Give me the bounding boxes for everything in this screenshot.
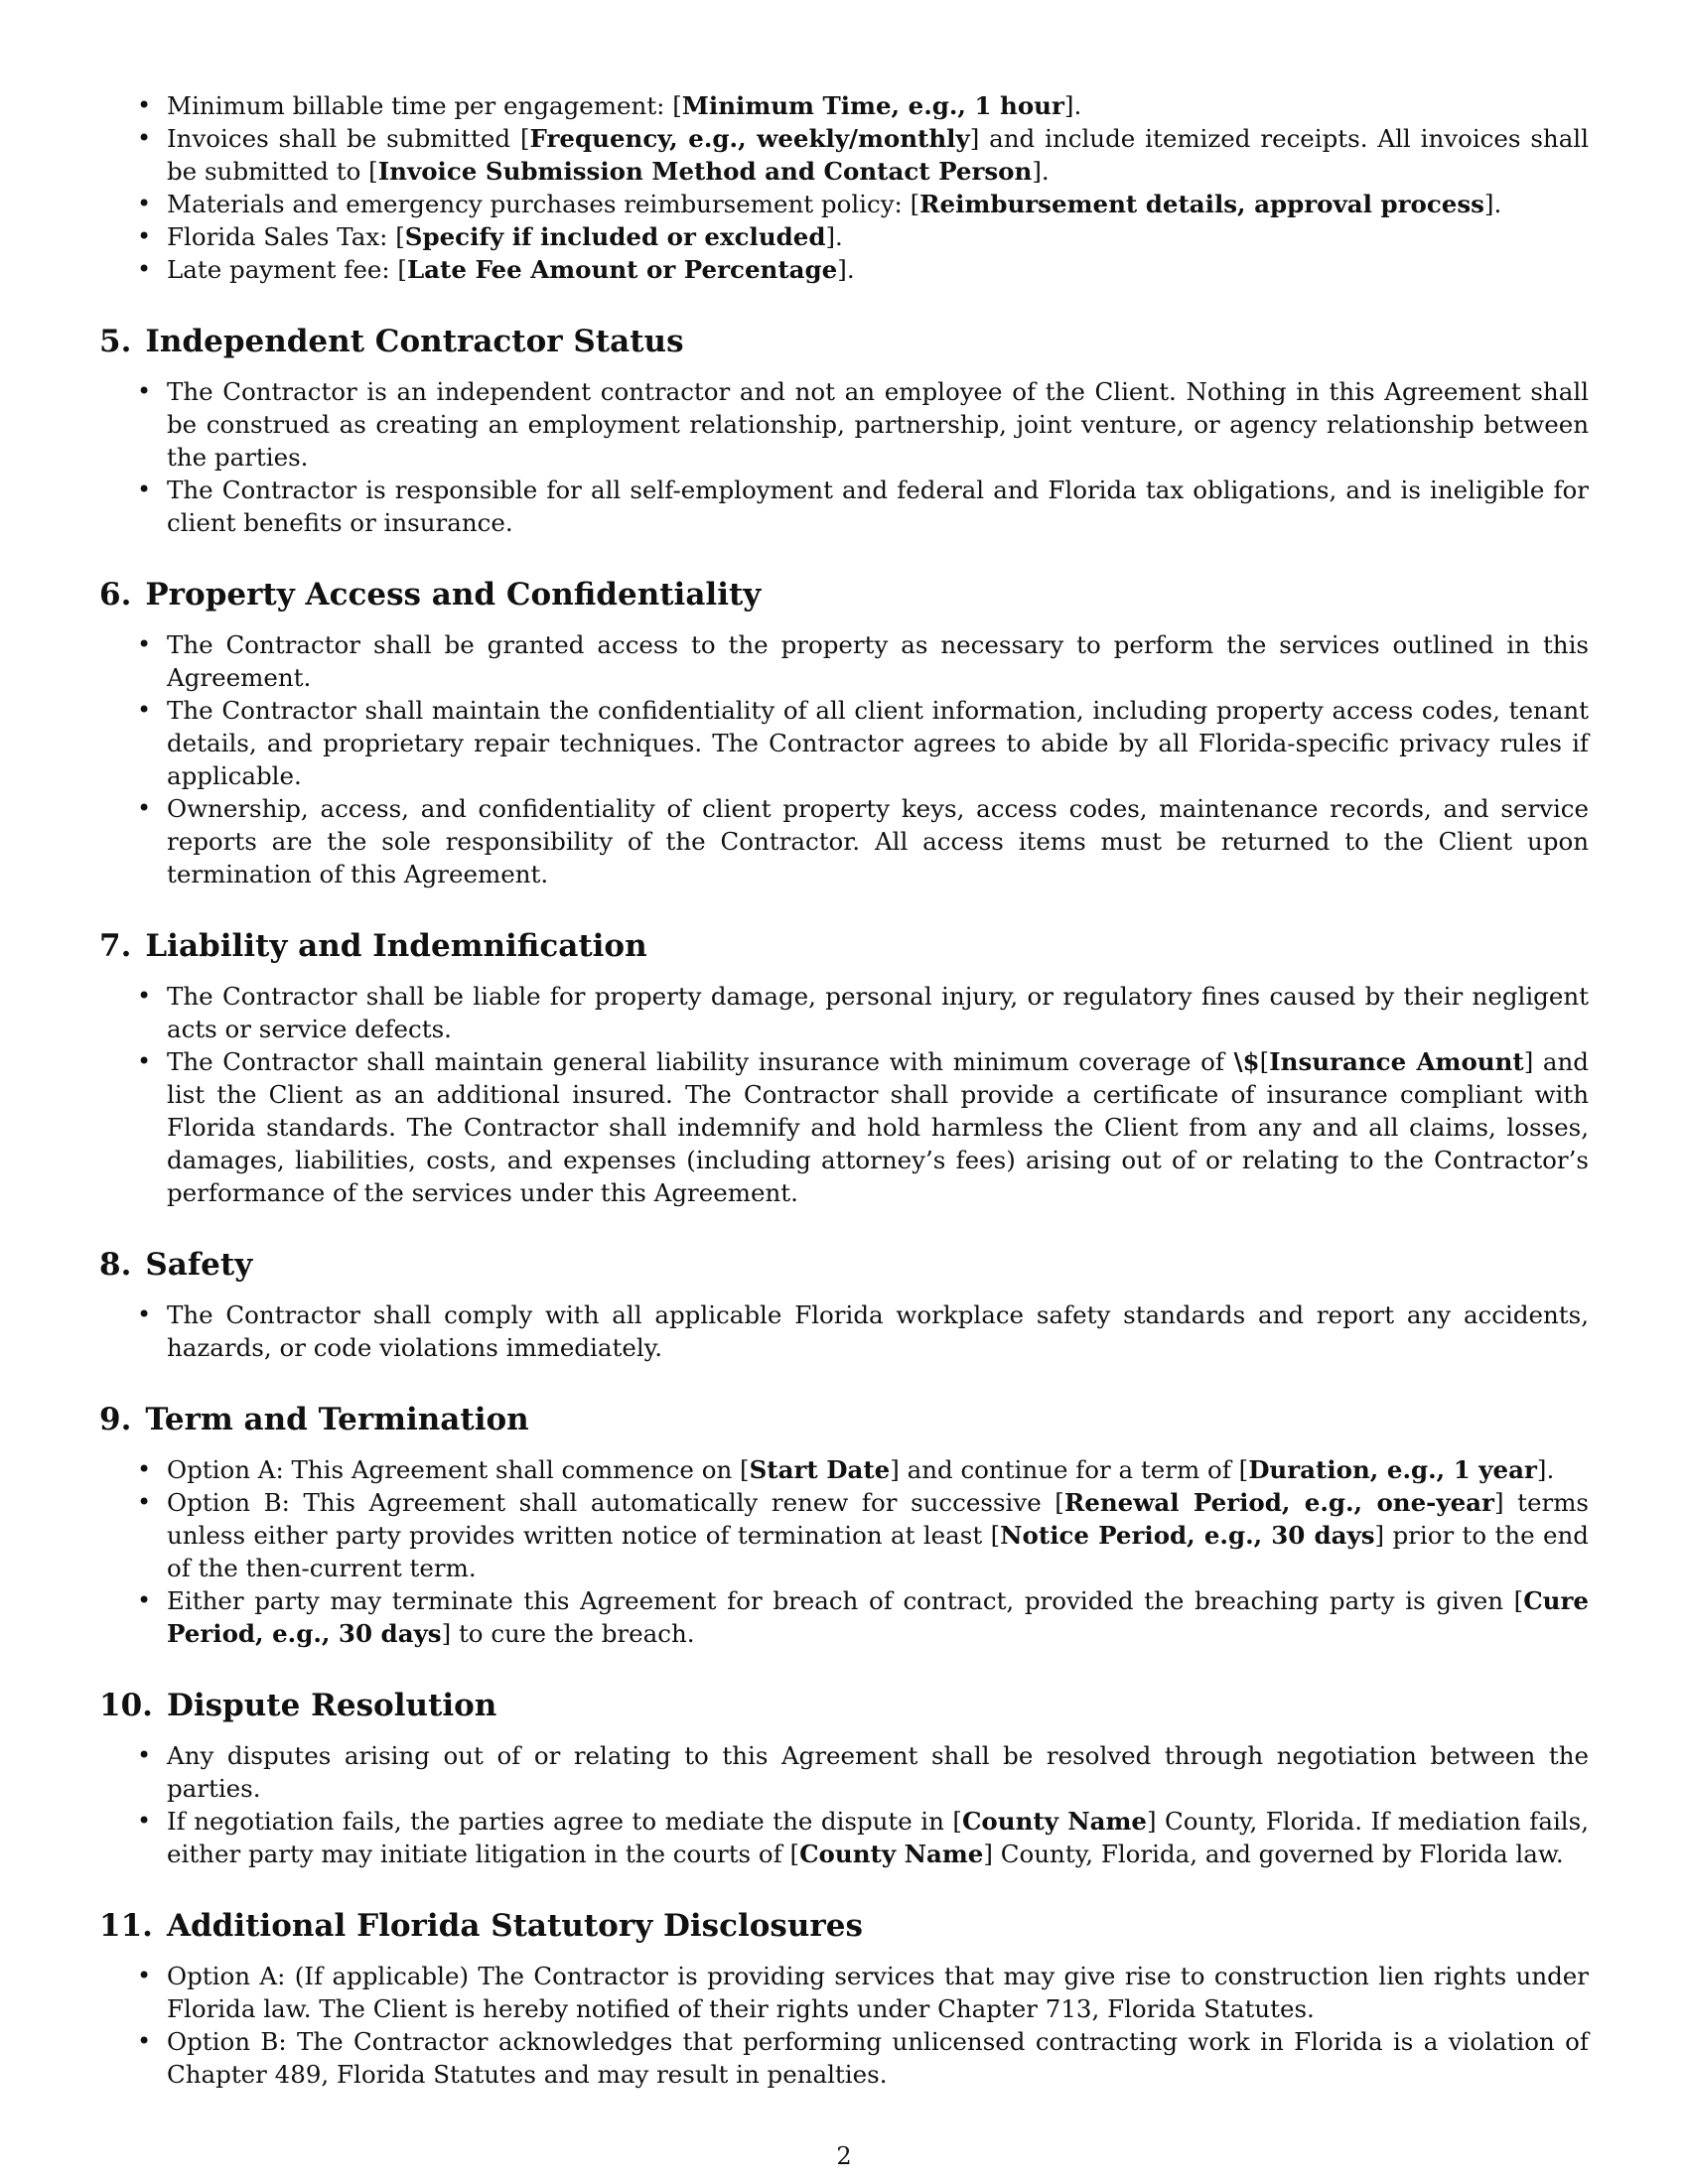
- list-item: • Option A: (If applicable) The Contractor is providing services that may give rise to construction lien rights under Florida law. The Client is hereby notified of their rights under Chapter 713, Florida Statutes.: [99, 1960, 1589, 2025]
- section-list: [99, 980, 1589, 1209]
- placeholder-field: Invoice Submission Method and Contact Person: [377, 157, 1033, 186]
- section-heading: [99, 575, 1589, 614]
- section-title: Safety: [145, 1247, 253, 1283]
- section-title: Liability and Indemnification: [145, 928, 647, 964]
- section-heading: [99, 322, 1589, 361]
- section-list: [99, 1739, 1589, 1870]
- placeholder-field: Cure Period, e.g., 30 days: [167, 1586, 1589, 1648]
- placeholder-field: Frequency, e.g., weekly/monthly: [529, 124, 970, 153]
- section: [99, 1400, 1589, 1650]
- section-list: [99, 1453, 1589, 1650]
- list-item: • The Contractor is responsible for all self-employment and federal and Florida tax obligations, and is ineligible for client benefits or insurance.: [99, 474, 1589, 539]
- section-number: 6.: [99, 577, 132, 613]
- section-title: Additional Florida Statutory Disclosures: [166, 1908, 863, 1944]
- placeholder-field: Late Fee Amount or Percentage: [406, 255, 838, 284]
- list-item: • Option A: This Agreement shall commence on [Start Date] and continue for a term of [Duration, e.g., 1 year].: [99, 1453, 1589, 1486]
- section-heading: [99, 1906, 1589, 1946]
- list-item: • Any disputes arising out of or relating to this Agreement shall be resolved through negotiation between the parties.: [99, 1739, 1589, 1805]
- section: [99, 926, 1589, 1209]
- list-item: • The Contractor shall maintain general liability insurance with minimum coverage of \$[Insurance Amount] and list the Client as an additional insured. The Contractor shall provide a certificate of insurance compliant with Florida standards. The Contractor shall indemnify and hold harmless the Client from any and all claims, losses, damages, liabilities, costs, and expenses (including attorney’s fees) arising out of or relating to the Contractor’s performance of the services under this Agreement.: [99, 1045, 1589, 1209]
- placeholder-field: Insurance Amount: [1269, 1047, 1524, 1076]
- section-heading: [99, 926, 1589, 966]
- section-heading: [99, 1400, 1589, 1439]
- section: [99, 1245, 1589, 1364]
- list-item: • Option B: The Contractor acknowledges that performing unlicensed contracting work in Florida is a violation of Chapter 489, Florida Statutes and may result in penalties.: [99, 2025, 1589, 2091]
- section-number: 10.: [99, 1688, 153, 1723]
- list-item: • The Contractor is an independent contractor and not an employee of the Client. Nothing in this Agreement shall be construed as creating an employment relationship, partnership, joint venture, or agency relationship between the parties.: [99, 375, 1589, 474]
- section-title: Property Access and Confidentiality: [145, 577, 762, 613]
- placeholder-field: Reimbursement details, approval process: [919, 190, 1484, 218]
- section-heading: [99, 1686, 1589, 1725]
- section-number: 9.: [99, 1402, 132, 1437]
- section-number: 11.: [99, 1908, 153, 1944]
- list-item: • If negotiation fails, the parties agree to mediate the dispute in [County Name] County, Florida. If mediation fails, either party may initiate litigation in the courts of [County Name] County, Florida, and governed by Florida law.: [99, 1805, 1589, 1870]
- section: [99, 575, 1589, 890]
- list-item: • Minimum billable time per engagement: [Minimum Time, e.g., 1 hour].: [99, 89, 1589, 122]
- list-item: • The Contractor shall maintain the confidentiality of all client information, including property access codes, tenant details, and proprietary repair techniques. The Contractor agrees to abide by all Florida-specific privacy rules if applicable.: [99, 694, 1589, 792]
- section-heading: [99, 1245, 1589, 1285]
- list-item: • Either party may terminate this Agreement for breach of contract, provided the breaching party is given [Cure Period, e.g., 30 days] to cure the breach.: [99, 1584, 1589, 1650]
- placeholder-field: Specify if included or excluded: [404, 222, 826, 251]
- section-title: Term and Termination: [145, 1402, 529, 1437]
- section-title: Dispute Resolution: [166, 1688, 497, 1723]
- list-item: • Ownership, access, and confidentiality of client property keys, access codes, maintenance records, and service reports are the sole responsibility of the Contractor. All access items must be returned to the Client upon termination of this Agreement.: [99, 792, 1589, 890]
- placeholder-field: County Name: [961, 1807, 1147, 1836]
- list-item: • Late payment fee: [Late Fee Amount or Percentage].: [99, 253, 1589, 286]
- placeholder-field: Notice Period, e.g., 30 days: [1000, 1521, 1375, 1550]
- list-item: • Materials and emergency purchases reimbursement policy: [Reimbursement details, approval process].: [99, 188, 1589, 220]
- placeholder-field: Minimum Time, e.g., 1 hour: [681, 91, 1064, 120]
- list-item: • Option B: This Agreement shall automatically renew for successive [Renewal Period, e.g., one-year] terms unless either party provides written notice of termination at least [Notice Period, e.g., 30 days] prior to the end of the then-current term.: [99, 1486, 1589, 1584]
- section-number: 7.: [99, 928, 132, 964]
- section-title: Independent Contractor Status: [145, 324, 684, 359]
- placeholder-field: Start Date: [749, 1455, 891, 1484]
- placeholder-field: Duration, e.g., 1 year: [1248, 1455, 1537, 1484]
- section-list: [99, 1960, 1589, 2091]
- placeholder-field: \$: [1233, 1047, 1260, 1076]
- section-number: 8.: [99, 1247, 132, 1283]
- page-number: 2: [836, 2142, 852, 2170]
- placeholder-field: County Name: [799, 1840, 984, 1868]
- section: [99, 1906, 1589, 2091]
- payment-terms-list: [99, 89, 1589, 286]
- list-item: • The Contractor shall comply with all applicable Florida workplace safety standards and report any accidents, hazards, or code violations immediately.: [99, 1298, 1589, 1364]
- list-item: • Florida Sales Tax: [Specify if included or excluded].: [99, 220, 1589, 253]
- list-item: • The Contractor shall be liable for property damage, personal injury, or regulatory fines caused by their negligent acts or service defects.: [99, 980, 1589, 1045]
- document-page: [99, 89, 1589, 2091]
- section: [99, 322, 1589, 539]
- section: [99, 1686, 1589, 1870]
- list-item: • Invoices shall be submitted [Frequency, e.g., weekly/monthly] and include itemized receipts. All invoices shall be submitted to [Invoice Submission Method and Contact Person].: [99, 122, 1589, 188]
- sections-container: [99, 322, 1589, 2091]
- section-number: 5.: [99, 324, 132, 359]
- section-list: [99, 1298, 1589, 1364]
- section-list: [99, 628, 1589, 890]
- section-list: [99, 375, 1589, 539]
- list-item: • The Contractor shall be granted access to the property as necessary to perform the services outlined in this Agreement.: [99, 628, 1589, 694]
- placeholder-field: Renewal Period, e.g., one-year: [1063, 1488, 1494, 1517]
